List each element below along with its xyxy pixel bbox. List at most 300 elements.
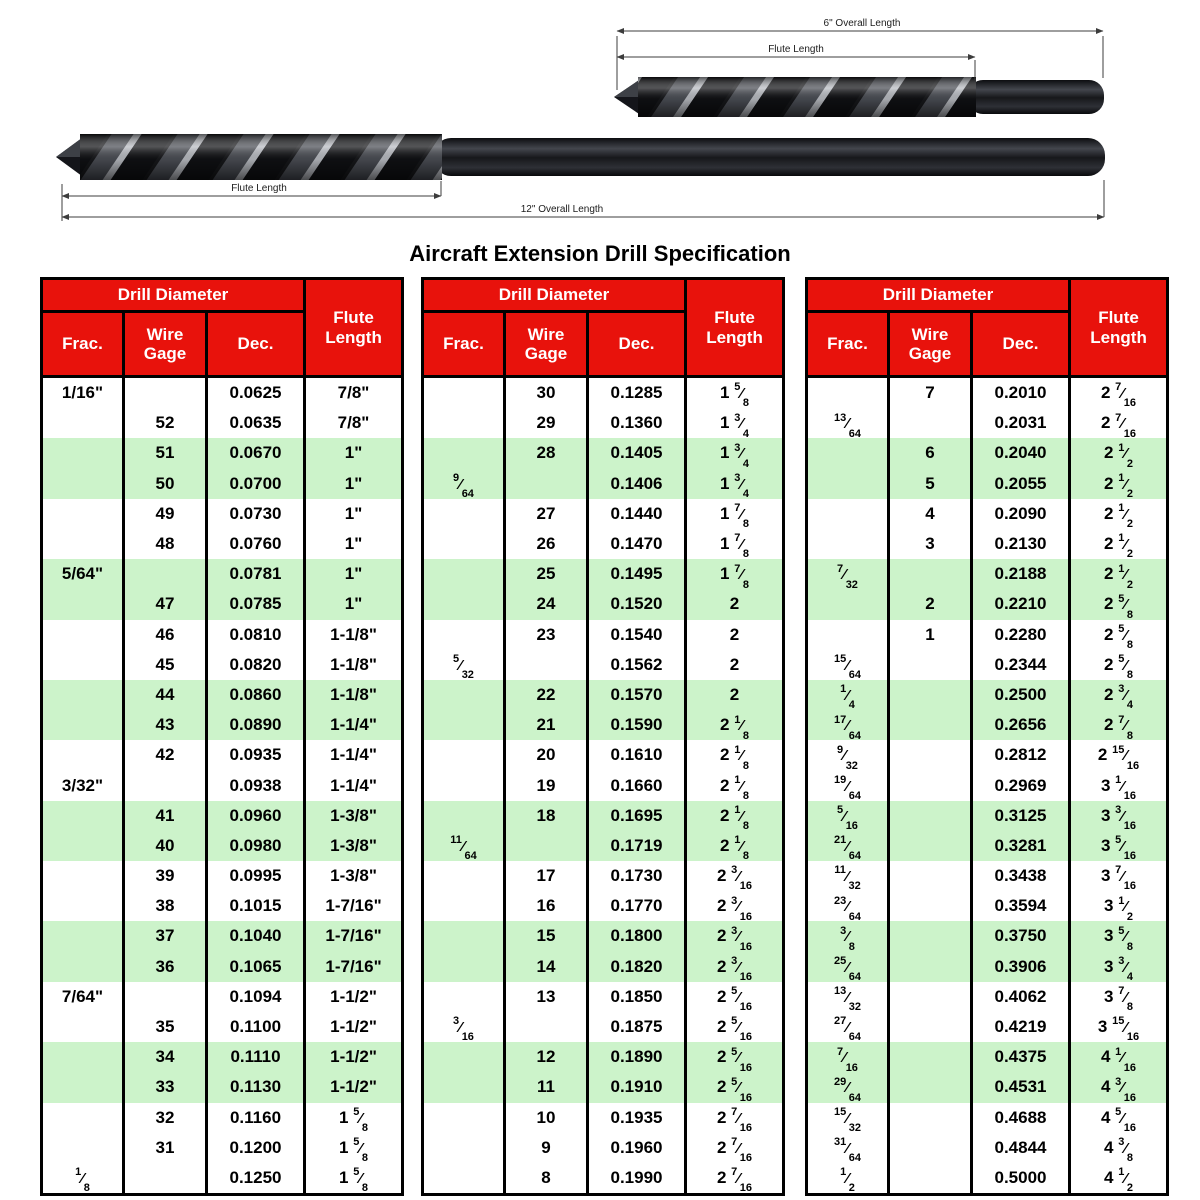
table-row — [42, 740, 403, 770]
cell-frac — [42, 740, 124, 770]
cell-flute: 2 $^3⁄_{16}$ — [686, 861, 784, 891]
spec-table-2 — [421, 277, 785, 1196]
cell-gage: 30 — [505, 377, 588, 409]
cell-gage: 1 — [889, 620, 972, 650]
cell-frac: $^{31}⁄_{64}$ — [807, 1133, 889, 1163]
cell-frac — [423, 1042, 505, 1072]
cell-dec: 0.2130 — [972, 529, 1070, 559]
table-row — [807, 831, 1168, 861]
cell-gage — [889, 952, 972, 982]
table-row — [42, 1042, 403, 1072]
cell-flute: 7/8" — [305, 377, 403, 409]
cell-gage: 25 — [505, 559, 588, 589]
cell-frac: $^1⁄_4$ — [807, 680, 889, 710]
cell-frac — [423, 921, 505, 951]
cell-dec: 0.1040 — [207, 921, 305, 951]
cell-dec: 0.1590 — [588, 710, 686, 740]
cell-dec: 0.1015 — [207, 891, 305, 921]
cell-gage — [889, 831, 972, 861]
cell-dec: 0.1520 — [588, 589, 686, 619]
header-dec: Dec. — [207, 312, 305, 377]
cell-gage — [124, 377, 207, 409]
cell-flute: 2 $^1⁄_2$ — [1070, 438, 1168, 468]
cell-dec: 0.0635 — [207, 408, 305, 438]
cell-gage: 34 — [124, 1042, 207, 1072]
cell-dec: 0.1405 — [588, 438, 686, 468]
cell-flute: 1-3/8" — [305, 801, 403, 831]
cell-flute: 2 $^{15}⁄_{16}$ — [1070, 740, 1168, 770]
cell-frac — [42, 831, 124, 861]
cell-flute: 7/8" — [305, 408, 403, 438]
cell-flute: 1-3/8" — [305, 831, 403, 861]
table-row — [807, 680, 1168, 710]
cell-frac — [423, 710, 505, 740]
table-row — [423, 710, 784, 740]
cell-flute: 2 $^7⁄_{16}$ — [686, 1163, 784, 1195]
cell-gage: 9 — [505, 1133, 588, 1163]
cell-frac — [42, 650, 124, 680]
cell-dec: 0.1250 — [207, 1163, 305, 1195]
cell-dec: 0.3750 — [972, 921, 1070, 951]
cell-frac: $^1⁄_2$ — [807, 1163, 889, 1195]
cell-gage — [505, 469, 588, 499]
table-row — [423, 1072, 784, 1102]
cell-dec: 0.4219 — [972, 1012, 1070, 1042]
cell-flute: 3 $^7⁄_8$ — [1070, 982, 1168, 1012]
cell-frac — [807, 438, 889, 468]
cell-frac — [42, 952, 124, 982]
cell-flute: 2 — [686, 589, 784, 619]
table-row — [807, 469, 1168, 499]
cell-frac: $^7⁄_{16}$ — [807, 1042, 889, 1072]
cell-dec: 0.0625 — [207, 377, 305, 409]
cell-dec: 0.1890 — [588, 1042, 686, 1072]
cell-flute: 4 $^1⁄_2$ — [1070, 1163, 1168, 1195]
cell-gage — [505, 650, 588, 680]
cell-flute: 1" — [305, 559, 403, 589]
table-row — [423, 770, 784, 800]
dimension-lines-bottom — [62, 180, 1104, 221]
cell-gage: 32 — [124, 1103, 207, 1133]
cell-dec: 0.2344 — [972, 650, 1070, 680]
cell-flute: 4 $^1⁄_{16}$ — [1070, 1042, 1168, 1072]
cell-gage: 51 — [124, 438, 207, 468]
cell-flute: 2 — [686, 680, 784, 710]
cell-frac — [423, 982, 505, 1012]
cell-frac: $^5⁄_{32}$ — [423, 650, 505, 680]
cell-gage — [889, 1072, 972, 1102]
cell-frac: $^{13}⁄_{32}$ — [807, 982, 889, 1012]
header-frac: Frac. — [42, 312, 124, 377]
table-row — [807, 740, 1168, 770]
cell-frac — [42, 499, 124, 529]
cell-dec: 0.2280 — [972, 620, 1070, 650]
table-row — [42, 1072, 403, 1102]
cell-dec: 0.3125 — [972, 801, 1070, 831]
cell-dec: 0.1406 — [588, 469, 686, 499]
cell-gage — [889, 921, 972, 951]
drill-illustrations — [0, 0, 1200, 236]
cell-frac — [42, 680, 124, 710]
cell-flute: 1-1/8" — [305, 680, 403, 710]
cell-frac — [423, 680, 505, 710]
cell-dec: 0.1770 — [588, 891, 686, 921]
cell-gage: 8 — [505, 1163, 588, 1195]
cell-frac — [42, 891, 124, 921]
cell-gage: 46 — [124, 620, 207, 650]
table-row — [423, 499, 784, 529]
cell-gage — [889, 982, 972, 1012]
table-row — [807, 1042, 1168, 1072]
cell-frac — [42, 589, 124, 619]
cell-gage — [889, 1042, 972, 1072]
cell-dec: 0.1935 — [588, 1103, 686, 1133]
table-row — [807, 589, 1168, 619]
cell-frac — [807, 499, 889, 529]
table-row — [807, 801, 1168, 831]
header-dec: Dec. — [588, 312, 686, 377]
table-row — [42, 1012, 403, 1042]
cell-flute: 2 $^5⁄_8$ — [1070, 650, 1168, 680]
cell-dec: 0.0810 — [207, 620, 305, 650]
cell-flute: 1 $^5⁄_8$ — [305, 1103, 403, 1133]
table-row — [423, 559, 784, 589]
cell-gage: 33 — [124, 1072, 207, 1102]
table-row — [42, 831, 403, 861]
table-row — [42, 1133, 403, 1163]
cell-frac — [423, 499, 505, 529]
cell-frac — [42, 921, 124, 951]
cell-flute: 1 $^3⁄_4$ — [686, 438, 784, 468]
cell-flute: 1 $^3⁄_4$ — [686, 408, 784, 438]
cell-flute: 3 $^1⁄_{16}$ — [1070, 770, 1168, 800]
cell-dec: 0.1285 — [588, 377, 686, 409]
cell-dec: 0.4375 — [972, 1042, 1070, 1072]
cell-dec: 0.1990 — [588, 1163, 686, 1195]
cell-gage — [889, 1133, 972, 1163]
cell-dec: 0.1695 — [588, 801, 686, 831]
cell-dec: 0.2010 — [972, 377, 1070, 409]
cell-gage: 37 — [124, 921, 207, 951]
cell-frac — [42, 1072, 124, 1102]
cell-dec: 0.1160 — [207, 1103, 305, 1133]
table-row — [423, 408, 784, 438]
cell-flute: 2 $^7⁄_{16}$ — [1070, 408, 1168, 438]
table-row — [42, 529, 403, 559]
cell-flute: 1-1/4" — [305, 740, 403, 770]
cell-dec: 0.1065 — [207, 952, 305, 982]
cell-flute: 2 $^7⁄_{16}$ — [686, 1103, 784, 1133]
cell-dec: 0.1960 — [588, 1133, 686, 1163]
cell-gage: 23 — [505, 620, 588, 650]
cell-gage: 44 — [124, 680, 207, 710]
cell-flute: 3 $^3⁄_{16}$ — [1070, 801, 1168, 831]
table-row — [423, 469, 784, 499]
cell-flute: 3 $^3⁄_4$ — [1070, 952, 1168, 982]
cell-gage — [889, 559, 972, 589]
table-row — [423, 377, 784, 409]
cell-flute: 2 $^5⁄_{16}$ — [686, 1012, 784, 1042]
table-row — [42, 620, 403, 650]
cell-dec: 0.0785 — [207, 589, 305, 619]
cell-frac: $^{17}⁄_{64}$ — [807, 710, 889, 740]
cell-flute: 1 $^5⁄_8$ — [305, 1163, 403, 1195]
cell-flute: 2 $^3⁄_{16}$ — [686, 952, 784, 982]
cell-flute: 1-1/4" — [305, 710, 403, 740]
cell-dec: 0.1660 — [588, 770, 686, 800]
cell-dec: 0.1440 — [588, 499, 686, 529]
table-row — [807, 1103, 1168, 1133]
cell-flute: 4 $^3⁄_8$ — [1070, 1133, 1168, 1163]
cell-gage: 29 — [505, 408, 588, 438]
cell-frac — [423, 1133, 505, 1163]
cell-dec: 0.0938 — [207, 770, 305, 800]
cell-frac — [42, 1133, 124, 1163]
cell-frac — [423, 589, 505, 619]
header-flute-length: Flute Length — [686, 279, 784, 377]
cell-dec: 0.4531 — [972, 1072, 1070, 1102]
header-gage: Wire Gage — [124, 312, 207, 377]
table-row — [42, 1103, 403, 1133]
cell-flute: 1 $^5⁄_8$ — [686, 377, 784, 409]
cell-gage — [889, 1103, 972, 1133]
cell-flute: 3 $^{15}⁄_{16}$ — [1070, 1012, 1168, 1042]
cell-frac — [807, 620, 889, 650]
cell-frac: $^{29}⁄_{64}$ — [807, 1072, 889, 1102]
cell-frac — [423, 529, 505, 559]
cell-flute: 4 $^5⁄_{16}$ — [1070, 1103, 1168, 1133]
cell-frac: 5/64" — [42, 559, 124, 589]
table-row — [423, 861, 784, 891]
cell-gage: 24 — [505, 589, 588, 619]
cell-flute: 1" — [305, 499, 403, 529]
cell-frac — [807, 377, 889, 409]
cell-frac — [423, 438, 505, 468]
cell-flute: 3 $^5⁄_8$ — [1070, 921, 1168, 951]
header-frac: Frac. — [423, 312, 505, 377]
cell-frac: $^7⁄_{32}$ — [807, 559, 889, 589]
cell-frac — [42, 620, 124, 650]
cell-gage: 11 — [505, 1072, 588, 1102]
cell-dec: 0.1495 — [588, 559, 686, 589]
table-row — [807, 1133, 1168, 1163]
cell-dec: 0.0860 — [207, 680, 305, 710]
cell-frac — [423, 1163, 505, 1195]
cell-frac — [423, 952, 505, 982]
cell-gage — [889, 801, 972, 831]
cell-frac: $^{11}⁄_{32}$ — [807, 861, 889, 891]
cell-flute: 1" — [305, 469, 403, 499]
cell-frac — [423, 408, 505, 438]
cell-frac — [423, 559, 505, 589]
cell-gage — [124, 982, 207, 1012]
cell-gage: 36 — [124, 952, 207, 982]
cell-frac — [42, 710, 124, 740]
table-row — [807, 710, 1168, 740]
cell-gage: 7 — [889, 377, 972, 409]
table-row — [423, 891, 784, 921]
header-flute-length: Flute Length — [1070, 279, 1168, 377]
cell-flute: 2 — [686, 620, 784, 650]
cell-dec: 0.1200 — [207, 1133, 305, 1163]
cell-gage — [505, 1012, 588, 1042]
cell-gage: 18 — [505, 801, 588, 831]
table-row — [42, 891, 403, 921]
cell-gage: 26 — [505, 529, 588, 559]
cell-frac: 3/32" — [42, 770, 124, 800]
cell-dec: 0.1094 — [207, 982, 305, 1012]
table-row — [807, 1163, 1168, 1195]
cell-dec: 0.0960 — [207, 801, 305, 831]
table-row — [423, 831, 784, 861]
cell-gage — [124, 1163, 207, 1195]
cell-frac — [42, 1012, 124, 1042]
table-row — [42, 680, 403, 710]
cell-dec: 0.1100 — [207, 1012, 305, 1042]
cell-frac — [423, 377, 505, 409]
table-row — [807, 650, 1168, 680]
cell-gage — [889, 770, 972, 800]
cell-gage: 40 — [124, 831, 207, 861]
cell-gage: 6 — [889, 438, 972, 468]
cell-flute: 3 $^5⁄_{16}$ — [1070, 831, 1168, 861]
cell-dec: 0.1562 — [588, 650, 686, 680]
cell-frac — [42, 1042, 124, 1072]
cell-flute: 2 $^1⁄_8$ — [686, 710, 784, 740]
cell-frac — [423, 740, 505, 770]
cell-gage: 28 — [505, 438, 588, 468]
cell-flute: 1-7/16" — [305, 952, 403, 982]
drill-spec-table — [805, 277, 1169, 1196]
cell-gage — [889, 710, 972, 740]
cell-dec: 0.0730 — [207, 499, 305, 529]
cell-dec: 0.1875 — [588, 1012, 686, 1042]
cell-frac: $^{25}⁄_{64}$ — [807, 952, 889, 982]
cell-flute: 2 $^5⁄_{16}$ — [686, 1072, 784, 1102]
header-gage: Wire Gage — [889, 312, 972, 377]
cell-flute: 2 $^1⁄_2$ — [1070, 469, 1168, 499]
header-drill-diameter: Drill Diameter — [423, 279, 686, 312]
cell-gage: 47 — [124, 589, 207, 619]
header-gage: Wire Gage — [505, 312, 588, 377]
cell-dec: 0.0935 — [207, 740, 305, 770]
cell-dec: 0.1470 — [588, 529, 686, 559]
cell-dec: 0.2656 — [972, 710, 1070, 740]
cell-dec: 0.1850 — [588, 982, 686, 1012]
cell-frac: $^{11}⁄_{64}$ — [423, 831, 505, 861]
cell-frac — [423, 1103, 505, 1133]
cell-frac — [423, 770, 505, 800]
table-row — [42, 952, 403, 982]
cell-frac: $^{13}⁄_{64}$ — [807, 408, 889, 438]
cell-flute: 2 $^5⁄_{16}$ — [686, 1042, 784, 1072]
drill-photo-12in — [56, 134, 1105, 180]
cell-gage — [889, 891, 972, 921]
cell-flute: 1 $^5⁄_8$ — [305, 1133, 403, 1163]
cell-gage: 27 — [505, 499, 588, 529]
cell-gage: 21 — [505, 710, 588, 740]
header-dec: Dec. — [972, 312, 1070, 377]
table-row — [42, 861, 403, 891]
cell-flute: 2 $^3⁄_4$ — [1070, 680, 1168, 710]
cell-dec: 0.2210 — [972, 589, 1070, 619]
cell-dec: 0.0820 — [207, 650, 305, 680]
cell-frac: $^5⁄_{16}$ — [807, 801, 889, 831]
cell-flute: 2 $^5⁄_8$ — [1070, 589, 1168, 619]
cell-dec: 0.3594 — [972, 891, 1070, 921]
cell-frac: $^{15}⁄_{64}$ — [807, 650, 889, 680]
cell-flute: 1-3/8" — [305, 861, 403, 891]
cell-flute: 1" — [305, 438, 403, 468]
cell-gage: 35 — [124, 1012, 207, 1042]
cell-flute: 3 $^1⁄_2$ — [1070, 891, 1168, 921]
cell-dec: 0.1110 — [207, 1042, 305, 1072]
cell-frac: $^3⁄_{16}$ — [423, 1012, 505, 1042]
cell-flute: 4 $^3⁄_{16}$ — [1070, 1072, 1168, 1102]
cell-dec: 0.1540 — [588, 620, 686, 650]
cell-flute: 2 $^1⁄_8$ — [686, 770, 784, 800]
cell-flute: 2 $^1⁄_2$ — [1070, 529, 1168, 559]
table-row — [42, 710, 403, 740]
cell-flute: 1-1/2" — [305, 1042, 403, 1072]
cell-flute: 1-7/16" — [305, 921, 403, 951]
table-row — [423, 1163, 784, 1195]
table-row — [423, 529, 784, 559]
cell-dec: 0.2188 — [972, 559, 1070, 589]
table-row — [807, 438, 1168, 468]
table-row — [423, 1103, 784, 1133]
cell-flute: 2 $^1⁄_8$ — [686, 740, 784, 770]
cell-dec: 0.1820 — [588, 952, 686, 982]
cell-flute: 2 $^5⁄_{16}$ — [686, 982, 784, 1012]
page-title: Aircraft Extension Drill Specification — [409, 241, 791, 266]
cell-gage: 38 — [124, 891, 207, 921]
cell-gage: 5 — [889, 469, 972, 499]
cell-dec: 0.0700 — [207, 469, 305, 499]
cell-gage: 48 — [124, 529, 207, 559]
cell-flute: 1-1/2" — [305, 1012, 403, 1042]
cell-frac — [42, 801, 124, 831]
cell-dec: 0.3281 — [972, 831, 1070, 861]
cell-gage — [889, 861, 972, 891]
cell-frac: $^{21}⁄_{64}$ — [807, 831, 889, 861]
cell-gage: 39 — [124, 861, 207, 891]
cell-gage: 14 — [505, 952, 588, 982]
cell-gage: 15 — [505, 921, 588, 951]
cell-flute: 2 $^7⁄_{16}$ — [686, 1133, 784, 1163]
cell-flute: 2 $^7⁄_{16}$ — [1070, 377, 1168, 409]
table-row — [42, 559, 403, 589]
cell-frac — [42, 469, 124, 499]
cell-gage: 17 — [505, 861, 588, 891]
cell-flute: 1-1/2" — [305, 1072, 403, 1102]
cell-dec: 0.2500 — [972, 680, 1070, 710]
cell-flute: 2 — [686, 650, 784, 680]
table-row — [423, 589, 784, 619]
cell-gage: 50 — [124, 469, 207, 499]
table-row — [807, 377, 1168, 409]
cell-gage: 16 — [505, 891, 588, 921]
table-row — [423, 1133, 784, 1163]
table-row — [807, 891, 1168, 921]
cell-gage: 10 — [505, 1103, 588, 1133]
cell-frac — [423, 1072, 505, 1102]
cell-dec: 0.3438 — [972, 861, 1070, 891]
cell-gage — [889, 650, 972, 680]
cell-dec: 0.5000 — [972, 1163, 1070, 1195]
table-row — [807, 952, 1168, 982]
cell-frac — [42, 438, 124, 468]
